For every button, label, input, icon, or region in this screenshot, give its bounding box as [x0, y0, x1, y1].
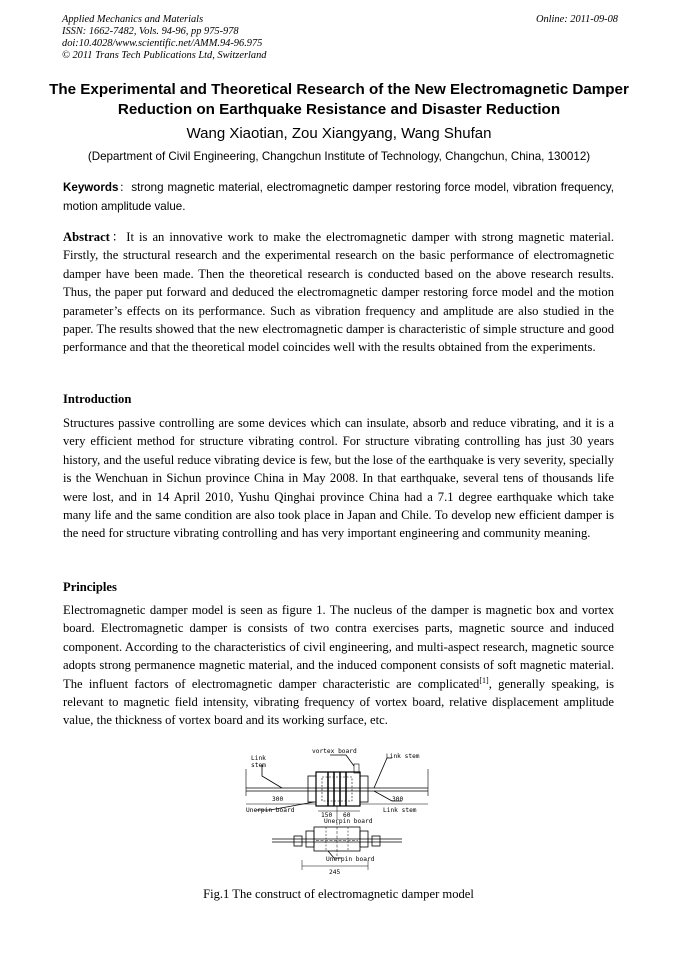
abstract-separator: ：	[109, 230, 127, 244]
label-unerpin-board-mid: Unerpin board	[324, 818, 373, 825]
keywords-label: Keywords	[63, 181, 119, 194]
label-dim-60: 60	[343, 812, 351, 819]
paper-affiliation: (Department of Civil Engineering, Changchun Institute of Technology, Changchun, China, 130012)	[87, 150, 591, 163]
figure-1-caption: Fig.1 The construct of electromagnetic damper model	[203, 887, 474, 901]
keywords-block	[63, 179, 614, 216]
journal-header	[62, 14, 618, 62]
label-dim-300-left: 300	[272, 796, 284, 803]
label-vortex-board: vortex board	[312, 748, 357, 755]
journal-copyright: © 2011 Trans Tech Publications Ltd, Switzerland	[62, 50, 267, 61]
paper-title: The Experimental and Theoretical Research of the New Electromagnetic Damper Reduction on Earthquake Resistance and Disaster Reduction	[49, 81, 629, 118]
label-link-stem-right-bottom: Link stem	[383, 807, 417, 814]
keywords-separator: ：	[118, 181, 132, 194]
label-link-stem-right-top: Link stem	[386, 753, 420, 760]
abstract-label: Abstract	[63, 230, 110, 244]
principles-text-part1: Electromagnetic damper model is seen as figure 1. The nucleus of the damper is magnetic box and vortex board. Electromagnetic damper is consists of two contra exercises parts, magnetic source and induced component. According to the characteristics of civil engineering, and multi-aspect research, magnetic source adopts strong permanence magnetic material, and the induced component consists of soft magnetic material. The influent factors of electromagnetic damper characteristic are complicated	[63, 603, 614, 691]
label-dim-300-right: 300	[392, 796, 404, 803]
damper-construct-drawing	[242, 744, 432, 876]
label-dim-245: 245	[329, 869, 341, 876]
journal-doi: doi:10.4028/www.scientific.net/AMM.94-96.975	[62, 38, 263, 49]
principles-heading: Principles	[63, 580, 117, 594]
introduction-text: Structures passive controlling are some devices which can insulate, absorb and reduce vibrating, and it is a very efficient method for structure vibrating control. For structure vibrating controlling has just 30 years history, and the useful reduce vibrating device is few, but the lose of the earthquake is very severity, specially is the Wenchuan in Sichun province China in May 2008. In that earthquake, several tens of thousands life were lost, and in 14 April 2010, Yushu Qinghai province China had a 7.1 degree earthquake which take many life and the same condition are also took place in Japan and Chile. To develop new efficient damper is the need for structure vibrating controlling and has very important engineering and community meaning.	[63, 416, 614, 541]
paper-authors: Wang Xiaotian, Zou Xiangyang, Wang Shufan	[186, 125, 492, 142]
online-date: Online: 2011-09-08	[535, 14, 618, 25]
principles-text-part2: , generally speaking, is relevant to magnetic field intensity, vibrating frequency of vortex board, relative displacement amplitude value, the thickness of vortex board and its working surface, etc.	[63, 676, 614, 728]
abstract-block	[63, 228, 614, 357]
journal-name: Applied Mechanics and Materials	[62, 14, 204, 25]
label-unerpin-board-bottom: Unerpin board	[326, 856, 375, 863]
label-unerpin-board-left: Unerpin board	[246, 807, 295, 814]
abstract-text: It is an innovative work to make the electromagnetic damper with strong magnetic material. Firstly, the structural research and the experimental research on the basic performance of electromagnetic damper have been made. Then the theoretical research is conducted based on the above research results. Thus, the paper put forward and deduced the electromagnetic damper restoring force model and the motion parameter’s effects on its performance. Such as vibration frequency and amplitude are also studied in the paper. The results showed that the new electromagnetic damper is characteristic of simple structure and good performance and that the theoretical model coincides well with the results obtained from the experiments.	[63, 230, 614, 355]
introduction-heading: Introduction	[63, 392, 132, 406]
citation-ref[interactable]: [1]	[479, 675, 489, 685]
journal-issn: ISSN: 1662-7482, Vols. 94-96, pp 975-978	[62, 26, 239, 37]
label-link-stem-left-1: Link	[251, 755, 266, 762]
label-dim-150: 150	[321, 812, 333, 819]
keywords-text: strong magnetic material, electromagnetic damper restoring force model, vibration frequency, motion amplitude value.	[63, 181, 614, 213]
figure-1-damper-drawing	[242, 744, 432, 876]
principles-paragraph	[63, 601, 614, 730]
label-link-stem-left-2: stem	[251, 762, 266, 769]
